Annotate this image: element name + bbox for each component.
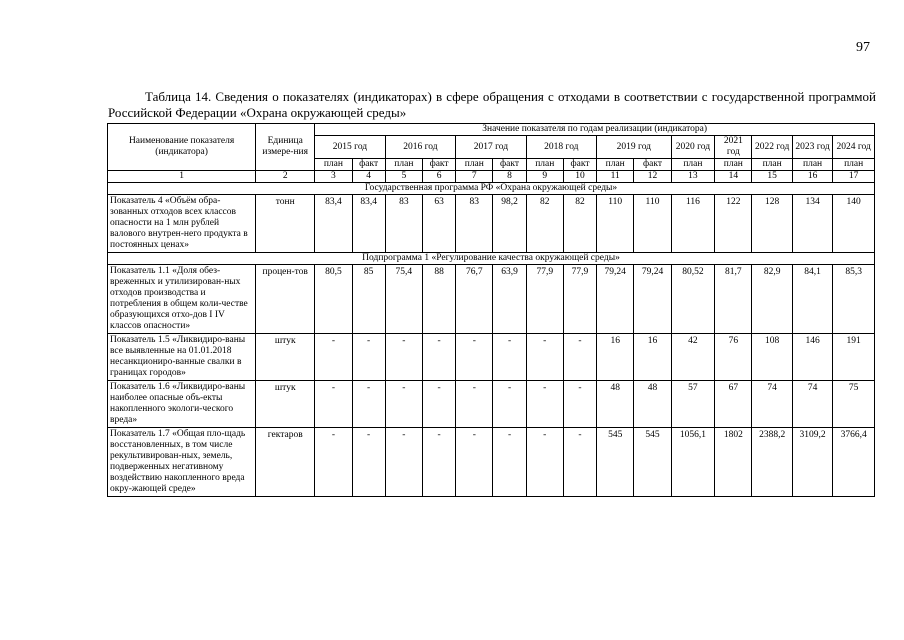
column-number: 14 <box>715 171 752 183</box>
indicator-value: 82 <box>563 195 596 253</box>
indicator-value: 74 <box>752 381 792 428</box>
indicator-value: 74 <box>792 381 832 428</box>
indicator-value: 1056,1 <box>671 428 715 497</box>
table-row <box>108 428 875 497</box>
table-caption: Таблица 14. Сведения о показателях (индикаторах) в сфере обращения с отходами в соответствии с государственной программой Российской Федерации «Охрана окружающей среды» <box>108 89 876 120</box>
header-year: 2017 год <box>456 136 526 159</box>
column-number: 7 <box>456 171 493 183</box>
header-plan: план <box>715 159 752 171</box>
indicator-value: 48 <box>597 381 634 428</box>
table-row <box>108 381 875 428</box>
indicator-value: - <box>563 428 596 497</box>
indicator-value: 82,9 <box>752 265 792 334</box>
column-number: 1 <box>108 171 256 183</box>
header-row-column-numbers <box>108 171 875 183</box>
indicator-value: 3766,4 <box>833 428 875 497</box>
indicators-table <box>107 123 875 497</box>
indicator-value: - <box>315 381 352 428</box>
indicator-value: 84,1 <box>792 265 832 334</box>
indicator-value: 42 <box>671 334 715 381</box>
header-year: 2021 год <box>715 136 752 159</box>
indicator-value: 545 <box>597 428 634 497</box>
header-plan: план <box>526 159 563 171</box>
indicator-value: - <box>385 428 422 497</box>
indicator-value: - <box>456 334 493 381</box>
header-unit: Единица измере-ния <box>256 124 315 171</box>
indicator-value: 128 <box>752 195 792 253</box>
column-number: 4 <box>352 171 385 183</box>
header-year: 2023 год <box>792 136 832 159</box>
indicator-value: 140 <box>833 195 875 253</box>
indicator-name: Показатель 1.6 «Ликвидиро-ваны наиболее опасные объ-екты накопленного экологи-ческого вреда» <box>108 381 256 428</box>
indicator-value: 63 <box>423 195 456 253</box>
indicator-value: - <box>493 428 526 497</box>
indicator-value: 83 <box>385 195 422 253</box>
header-name: Наименование показателя (индикатора) <box>108 124 256 171</box>
indicator-value: 2388,2 <box>752 428 792 497</box>
column-number: 12 <box>634 171 671 183</box>
column-number: 15 <box>752 171 792 183</box>
column-number: 13 <box>671 171 715 183</box>
header-fact: факт <box>634 159 671 171</box>
column-number: 17 <box>833 171 875 183</box>
indicator-unit: процен-тов <box>256 265 315 334</box>
header-plan: план <box>385 159 422 171</box>
column-number: 9 <box>526 171 563 183</box>
indicator-value: 83,4 <box>352 195 385 253</box>
indicator-value: - <box>423 381 456 428</box>
table-row <box>108 195 875 253</box>
indicator-value: - <box>563 381 596 428</box>
indicator-value: 80,5 <box>315 265 352 334</box>
indicator-value: - <box>493 334 526 381</box>
indicator-name: Показатель 4 «Объём обра-зованных отходов всех классов опасности на 1 млн рублей валового внутрен-него продукта в постоянных ценах» <box>108 195 256 253</box>
indicator-value: 67 <box>715 381 752 428</box>
column-number: 6 <box>423 171 456 183</box>
page-number: 97 <box>856 40 870 55</box>
table-row <box>108 265 875 334</box>
indicator-value: 85 <box>352 265 385 334</box>
indicator-unit: штук <box>256 381 315 428</box>
header-year: 2016 год <box>385 136 455 159</box>
column-number: 10 <box>563 171 596 183</box>
indicator-name: Показатель 1.5 «Ликвидиро-ваны все выявленные на 01.01.2018 несанкциониро-ванные свалки в границах городов» <box>108 334 256 381</box>
indicator-value: - <box>385 381 422 428</box>
indicator-value: 88 <box>423 265 456 334</box>
indicator-value: 134 <box>792 195 832 253</box>
indicator-value: - <box>526 334 563 381</box>
indicator-value: 57 <box>671 381 715 428</box>
indicator-value: 76,7 <box>456 265 493 334</box>
header-year: 2019 год <box>597 136 672 159</box>
indicator-value: 82 <box>526 195 563 253</box>
indicator-value: - <box>563 334 596 381</box>
indicator-value: 3109,2 <box>792 428 832 497</box>
indicator-value: - <box>526 428 563 497</box>
header-plan: план <box>833 159 875 171</box>
indicator-value: 110 <box>634 195 671 253</box>
indicator-value: 83,4 <box>315 195 352 253</box>
header-plan: план <box>671 159 715 171</box>
header-year: 2020 год <box>671 136 715 159</box>
header-fact: факт <box>563 159 596 171</box>
indicator-value: - <box>423 334 456 381</box>
indicator-unit: штук <box>256 334 315 381</box>
header-fact: факт <box>423 159 456 171</box>
indicator-value: - <box>315 428 352 497</box>
indicator-value: 75 <box>833 381 875 428</box>
section-title: Подпрограмма 1 «Регулирование качества окружающей среды» <box>108 253 875 265</box>
indicator-value: - <box>315 334 352 381</box>
indicator-value: 79,24 <box>634 265 671 334</box>
indicator-value: 146 <box>792 334 832 381</box>
indicator-value: 83 <box>456 195 493 253</box>
indicator-value: 191 <box>833 334 875 381</box>
indicator-value: 116 <box>671 195 715 253</box>
indicator-value: 108 <box>752 334 792 381</box>
indicator-name: Показатель 1.1 «Доля обез-вреженных и утилизирован-ных отходов производства и потребления в общем коли-честве образующихся отхо-дов I IV классов опасности» <box>108 265 256 334</box>
indicator-value: 16 <box>634 334 671 381</box>
header-group: Значение показателя по годам реализации (индикатора) <box>315 124 875 136</box>
indicator-value: 79,24 <box>597 265 634 334</box>
indicator-value: - <box>456 381 493 428</box>
header-row-group <box>108 124 875 136</box>
header-year: 2024 год <box>833 136 875 159</box>
indicator-value: 545 <box>634 428 671 497</box>
indicator-value: 1802 <box>715 428 752 497</box>
indicator-value: 85,3 <box>833 265 875 334</box>
header-plan: план <box>315 159 352 171</box>
indicator-value: - <box>493 381 526 428</box>
header-fact: факт <box>352 159 385 171</box>
header-plan: план <box>752 159 792 171</box>
indicator-value: - <box>385 334 422 381</box>
indicator-value: 77,9 <box>563 265 596 334</box>
indicator-value: - <box>526 381 563 428</box>
column-number: 5 <box>385 171 422 183</box>
indicator-value: - <box>352 428 385 497</box>
column-number: 11 <box>597 171 634 183</box>
indicator-value: 80,52 <box>671 265 715 334</box>
section-title: Государственная программа РФ «Охрана окружающей среды» <box>108 183 875 195</box>
header-plan: план <box>597 159 634 171</box>
indicator-value: 63,9 <box>493 265 526 334</box>
header-plan: план <box>792 159 832 171</box>
indicator-unit: гектаров <box>256 428 315 497</box>
column-number: 3 <box>315 171 352 183</box>
indicator-value: 110 <box>597 195 634 253</box>
table-row <box>108 334 875 381</box>
section-row <box>108 183 875 195</box>
column-number: 8 <box>493 171 526 183</box>
header-plan: план <box>456 159 493 171</box>
indicator-value: 16 <box>597 334 634 381</box>
indicator-value: 48 <box>634 381 671 428</box>
header-fact: факт <box>493 159 526 171</box>
indicator-value: - <box>456 428 493 497</box>
indicator-value: - <box>352 334 385 381</box>
column-number: 16 <box>792 171 832 183</box>
column-number: 2 <box>256 171 315 183</box>
indicator-value: - <box>352 381 385 428</box>
section-row <box>108 253 875 265</box>
indicator-name: Показатель 1.7 «Общая пло-щадь восстановленных, в том числе рекультивирован-ных, земель, подверженных негативному воздействию накопленного вреда окру-жающей среде» <box>108 428 256 497</box>
indicator-value: - <box>423 428 456 497</box>
indicator-value: 76 <box>715 334 752 381</box>
indicator-value: 77,9 <box>526 265 563 334</box>
indicator-unit: тонн <box>256 195 315 253</box>
header-year: 2015 год <box>315 136 385 159</box>
indicator-value: 81,7 <box>715 265 752 334</box>
indicator-value: 98,2 <box>493 195 526 253</box>
indicator-value: 122 <box>715 195 752 253</box>
indicator-value: 75,4 <box>385 265 422 334</box>
header-year: 2022 год <box>752 136 792 159</box>
header-year: 2018 год <box>526 136 596 159</box>
